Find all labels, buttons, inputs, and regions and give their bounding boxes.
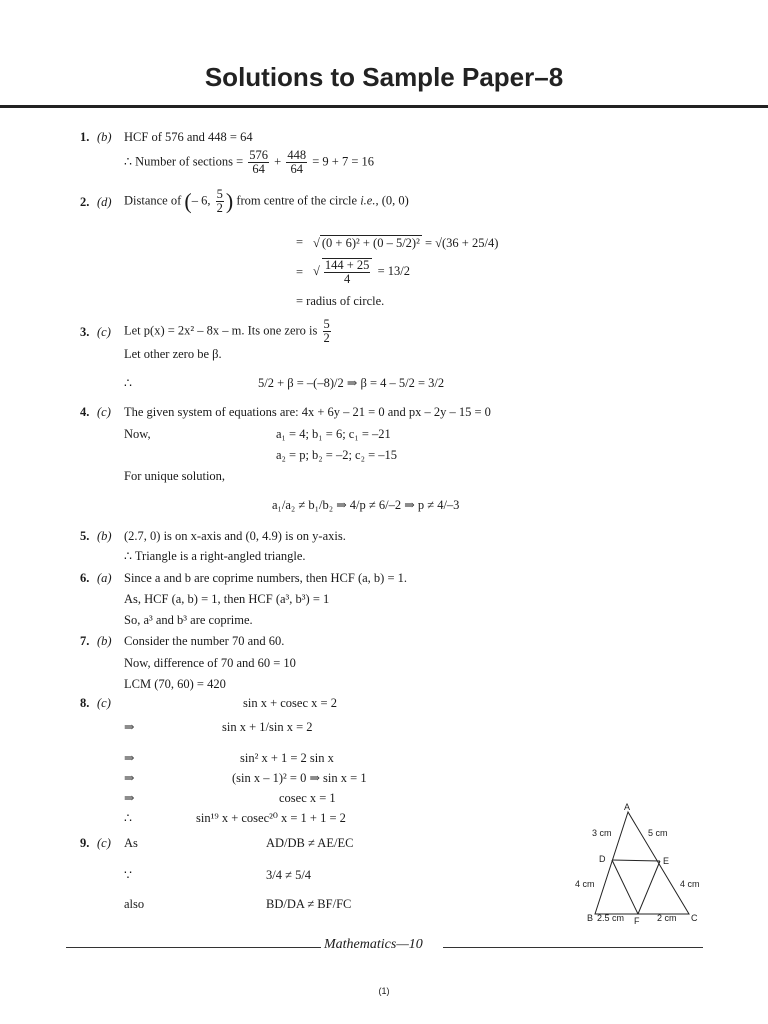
q8-line3: sin² x + 1 = 2 sin x — [240, 751, 334, 765]
q7-number: 7. — [80, 634, 90, 648]
q1-frac1: $\frac{576}{64}$ — [249, 148, 269, 176]
q3-line1: Let p(x) = 2x² – 8x – m. Its one zero is $\frac{5}{2}$ — [124, 317, 330, 345]
q8-option: (c) — [97, 696, 111, 710]
q4-condition: a₁/a₂ ≠ b₁/b₂ ⇒ 4/p ≠ 6/–2 ⇒ p ≠ 4/–3 — [272, 498, 460, 512]
q4-number: 4. — [80, 405, 90, 419]
label-fc: 2 cm — [657, 913, 677, 923]
triangle-figure — [565, 800, 715, 930]
segment-de — [612, 860, 660, 861]
q4-coeff1: a₁ = 4; b₁ = 6; c₁ = –21 — [276, 427, 391, 441]
q2-eq-sign2: = — [296, 265, 304, 279]
footer-subject: Mathematics—10 — [324, 937, 423, 952]
q3-zero-frac: $\frac{5}{2}$ — [323, 317, 330, 345]
q2-eq-sign1: = — [296, 235, 304, 249]
q8-line6: sin¹⁹ x + cosec²⁰ x = 1 + 1 = 2 — [196, 811, 346, 825]
q8-line2: sin x + 1/sin x = 2 — [222, 720, 313, 734]
q2-point-frac: $\frac{5}{2}$ — [216, 187, 223, 215]
q6-line1: Since a and b are coprime numbers, then HCF (a, b) = 1. — [124, 571, 408, 585]
q9-line1: AD/DB ≠ AE/EC — [266, 836, 354, 850]
q2-text-d: (0, 0) — [381, 193, 409, 208]
q8-implies4: ⇒ — [124, 791, 135, 805]
q9-line2: 3/4 ≠ 5/4 — [266, 868, 312, 882]
q2-line1: Distance of (– 6, $\frac{5}{2}$ ) from centre of the circle i.e., (0, 0) — [124, 187, 409, 215]
q6-option: (a) — [97, 571, 112, 585]
q9-line3: BD/DA ≠ BF/FC — [266, 897, 352, 911]
q4-coeff2: a₂ = p; b₂ = –2; c₂ = –15 — [276, 448, 398, 462]
q1-line2b: = 9 + 7 = 16 — [312, 154, 374, 169]
q8-implies1: ⇒ — [124, 720, 135, 734]
q4-line1: The given system of equations are: 4x + 6y – 21 = 0 and px – 2y – 15 = 0 — [124, 405, 491, 419]
q1-option: (b) — [97, 130, 112, 144]
label-ae: 5 cm — [648, 828, 668, 838]
q8-therefore: ∴ — [124, 811, 132, 825]
q4-line3: For unique solution, — [124, 469, 226, 483]
q2-text-a: Distance of — [124, 193, 182, 208]
q5-option: (b) — [97, 529, 112, 543]
q9-because: ∵ — [124, 868, 132, 882]
q8-line4: (sin x – 1)² = 0 ⇒ sin x = 1 — [232, 771, 367, 785]
label-db: 4 cm — [575, 879, 595, 889]
q2-point: – 6, — [191, 193, 211, 208]
q7-line1: Consider the number 70 and 60. — [124, 634, 285, 648]
footer-rule-left — [66, 947, 321, 948]
q5-line2: ∴ Triangle is a right-angled triangle. — [124, 549, 306, 563]
q6-line2: As, HCF (a, b) = 1, then HCF (a³, b³) = 1 — [124, 592, 330, 606]
q4-option: (c) — [97, 405, 111, 419]
label-e: E — [663, 856, 670, 866]
q1-frac2: $\frac{448}{64}$ — [287, 148, 307, 176]
q9-also: also — [124, 897, 145, 911]
label-f: F — [634, 916, 640, 926]
label-a: A — [624, 802, 631, 812]
label-d: D — [599, 854, 606, 864]
q3-line2: Let other zero be β. — [124, 347, 222, 361]
q3-number: 3. — [80, 325, 90, 339]
q1-plus: + — [274, 154, 282, 169]
q1-line2 — [124, 149, 374, 176]
q2-root1: √ (0 + 6)² + (0 – 5/2)² = √(36 + 25/4) — [313, 236, 499, 250]
label-b: B — [587, 913, 594, 923]
q8-implies2: ⇒ — [124, 751, 135, 765]
q1-line2a: ∴ Number of sections = — [124, 154, 244, 169]
q8-line5: cosec x = 1 — [279, 791, 336, 805]
q1-number: 1. — [80, 130, 90, 144]
title-rule — [0, 105, 768, 108]
q2-root2: √ $\frac{144 + 25}{4}$ = 13/2 — [313, 258, 410, 286]
q7-line3: LCM (70, 60) = 420 — [124, 677, 226, 691]
q6-line3: So, a³ and b³ are coprime. — [124, 613, 253, 627]
q3-line3: 5/2 + β = –(–8)/2 ⇒ β = 4 – 5/2 = 3/2 — [258, 376, 445, 390]
q4-now: Now, — [124, 427, 151, 441]
q8-implies3: ⇒ — [124, 771, 135, 785]
q8-number: 8. — [80, 696, 90, 710]
label-ad: 3 cm — [592, 828, 612, 838]
q3-therefore: ∴ — [124, 376, 132, 390]
q8-line1: sin x + cosec x = 2 — [243, 696, 337, 710]
label-bf: 2.5 cm — [597, 913, 625, 923]
q2-text-b: from centre of the circle — [236, 193, 358, 208]
q2-number: 2. — [80, 195, 90, 209]
label-ec: 4 cm — [680, 879, 700, 889]
q9-option: (c) — [97, 836, 111, 850]
footer-rule-right — [443, 947, 703, 948]
q2-line4: = radius of circle. — [296, 294, 385, 308]
q2-option: (d) — [97, 195, 112, 209]
q9-as: As — [124, 836, 138, 850]
page-title: Solutions to Sample Paper–8 — [204, 62, 564, 92]
q3-option: (c) — [97, 325, 111, 339]
q9-number: 9. — [80, 836, 90, 850]
label-c: C — [691, 913, 698, 923]
q1-line1: HCF of 576 and 448 = 64 — [124, 130, 253, 144]
q5-line1: (2.7, 0) is on x-axis and (0, 4.9) is on y-axis. — [124, 529, 346, 543]
segment-ef — [638, 861, 660, 914]
page-number: (1) — [378, 986, 390, 996]
segment-df — [612, 860, 638, 914]
q6-number: 6. — [80, 571, 90, 585]
q2-text-c: i.e., — [360, 193, 379, 208]
q5-number: 5. — [80, 529, 90, 543]
q7-option: (b) — [97, 634, 112, 648]
q7-line2: Now, difference of 70 and 60 = 10 — [124, 656, 296, 670]
